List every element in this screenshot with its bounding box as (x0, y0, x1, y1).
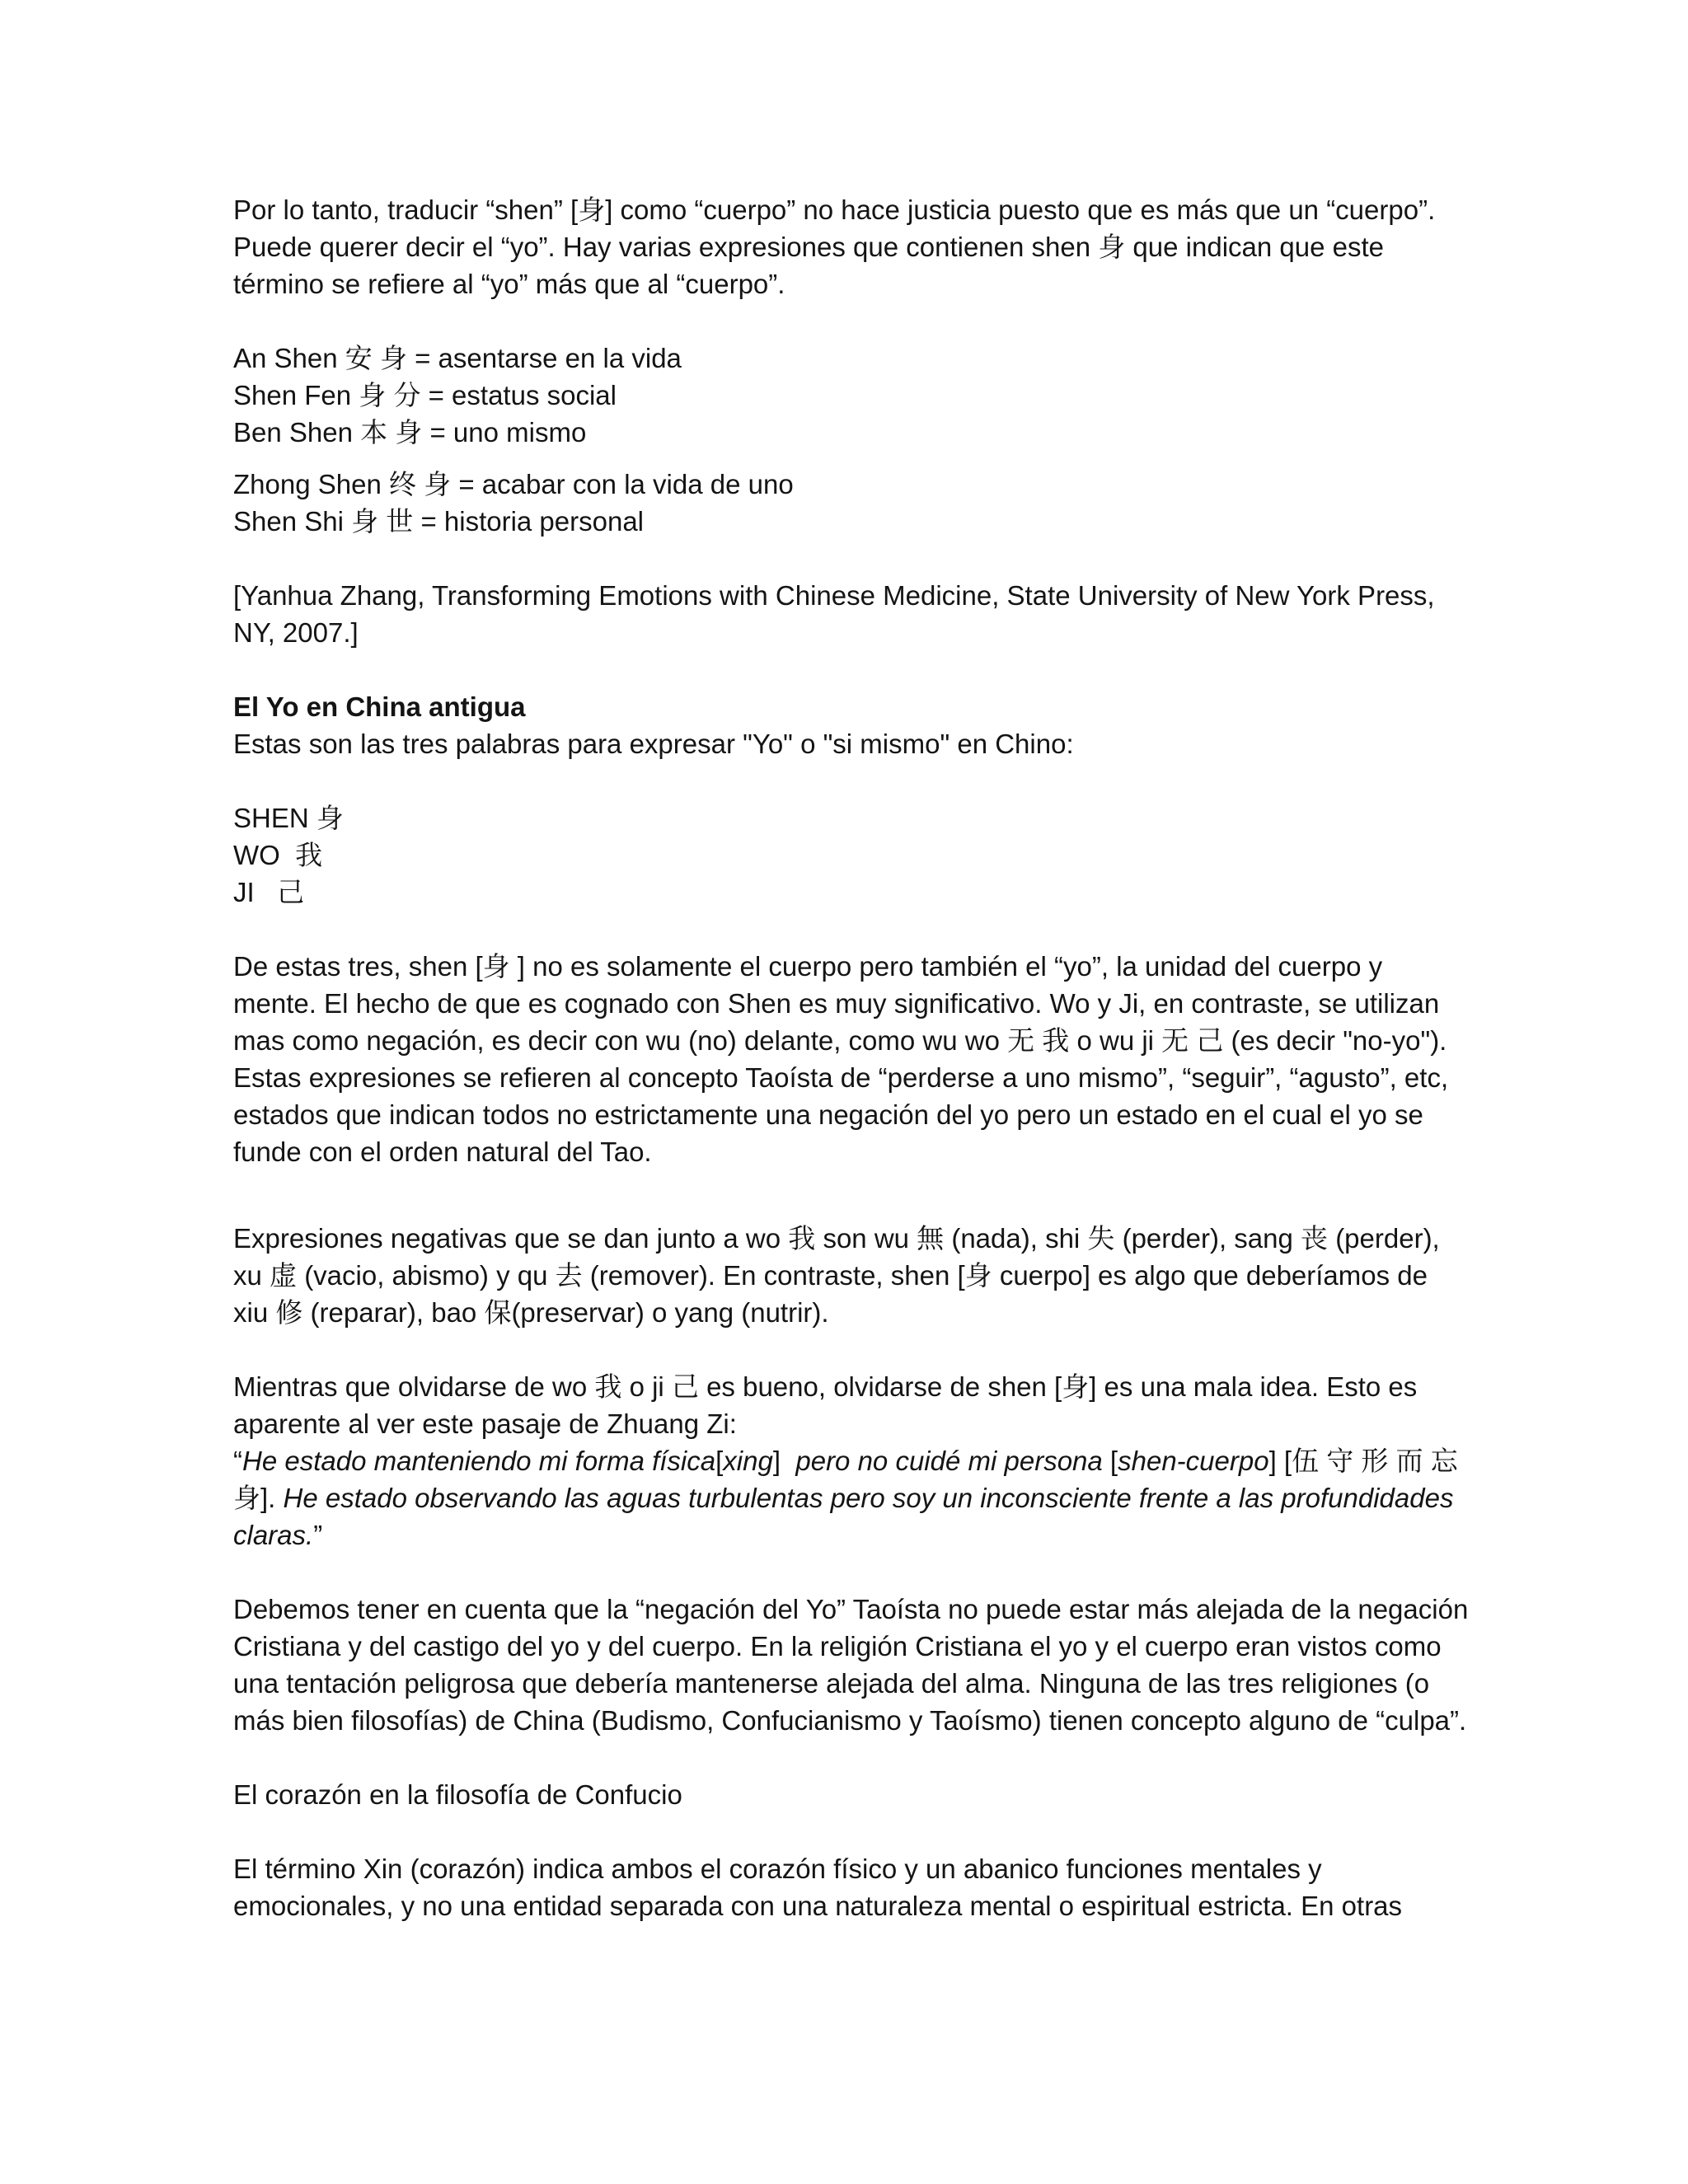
expressions-list-1 (233, 340, 1470, 451)
quote-part-3: He estado observando las aguas turbulentas pero soy un inconsciente frente a las profundidades claras. (233, 1483, 1454, 1550)
expression-shen-fen: Shen Fen 身 分 = estatus social (233, 380, 617, 410)
expression-ben-shen: Ben Shen 本 身 = uno mismo (233, 417, 587, 448)
quote-close-mark: ” (313, 1520, 323, 1550)
word-ji: JI 己 (233, 877, 305, 907)
paragraph-tres: De estas tres, shen [身 ] no es solamente el cuerpo pero también el “yo”, la unidad del cuerpo y mente. El hecho de que es cognado con Shen es muy significativo. Wo y Ji, en contraste, se utilizan mas como negación, es decir con wu (no) delante, como wu wo 无 我 o wu ji 无 己 (es decir "no-yo"). Estas expresiones se refieren al concepto Taoísta de “perderse a uno mismo”, “seguir”, “agusto”, etc, estados que indican todos no estrictamente una negación del yo pero un estado en el cual el yo se funde con el orden natural del Tao. (233, 951, 1449, 1167)
quote-part-2: pero no cuidé mi persona (795, 1446, 1103, 1476)
expression-an-shen: An Shen 安 身 = asentarse en la vida (233, 343, 682, 373)
paragraph-corazon: El término Xin (corazón) indica ambos el corazón físico y un abanico funciones mentales y emocionales, y no una entidad separada con una naturaleza mental o espiritual estricta. En otras (233, 1854, 1403, 1921)
zhuang-zi-quote (233, 1442, 1470, 1554)
quote-shen: shen-cuerpo (1118, 1446, 1269, 1476)
quote-open-mark: “ (233, 1446, 242, 1476)
document-page (233, 191, 1470, 1924)
expression-shen-shi: Shen Shi 身 世 = historia personal (233, 506, 645, 537)
quote-bracket-3: [ (1102, 1446, 1118, 1476)
expressions-list-2 (233, 466, 1470, 540)
words-list (233, 799, 1470, 911)
expression-zhong-shen: Zhong Shen 终 身 = acabar con la vida de uno (233, 469, 794, 499)
quote-bracket-2: ] (772, 1446, 796, 1476)
quote-xing: xing (723, 1446, 773, 1476)
section-heading-yo: El Yo en China antigua (233, 691, 526, 722)
word-shen: SHEN 身 (233, 803, 344, 833)
quote-bracket-1: [ (715, 1446, 724, 1476)
quote-part-1: He estado manteniendo mi forma física (242, 1446, 716, 1476)
quote-chinese: ] [伍 守 形 而 忘 身]. (233, 1446, 1458, 1513)
paragraph-negativas: Expresiones negativas que se dan junto a wo 我 son wu 無 (nada), shi 失 (perder), sang 丧 (perder), xu 虚 (vacio, abismo) y qu 去 (remover). En contraste, shen [身 cuerpo] es algo que deberíamos de xiu 修 (reparar), bao 保(preservar) o yang (nutrir). (233, 1223, 1440, 1328)
section-intro-yo: Estas son las tres palabras para expresar "Yo" o "si mismo" en Chino: (233, 729, 1074, 759)
intro-paragraph: Por lo tanto, traducir “shen” [身] como “cuerpo” no hace justicia puesto que es más que un “cuerpo”. Puede querer decir el “yo”. Hay varias expresiones que contienen shen 身 que indican que este término se refiere al “yo” más que al “cuerpo”. (233, 194, 1436, 299)
paragraph-debemos: Debemos tener en cuenta que la “negación del Yo” Taoísta no puede estar más alejada de la negación Cristiana y del castigo del yo y del cuerpo. En la religión Cristiana el yo y el cuerpo eran vistos como una tentación peligrosa que debería mantenerse alejada del alma. Ninguna de las tres religiones (o más bien filosofías) de China (Budismo, Confucianismo y Taoísmo) tienen concepto alguno de “culpa”. (233, 1594, 1469, 1736)
section-heading-corazon: El corazón en la filosofía de Confucio (233, 1779, 682, 1810)
citation: [Yanhua Zhang, Transforming Emotions with Chinese Medicine, State University of New York Press, NY, 2007.] (233, 580, 1435, 648)
word-wo: WO 我 (233, 840, 323, 870)
paragraph-olvidarse: Mientras que olvidarse de wo 我 o ji 己 es bueno, olvidarse de shen [身] es una mala idea. Esto es aparente al ver este pasaje de Zhuang Zi: (233, 1371, 1418, 1439)
